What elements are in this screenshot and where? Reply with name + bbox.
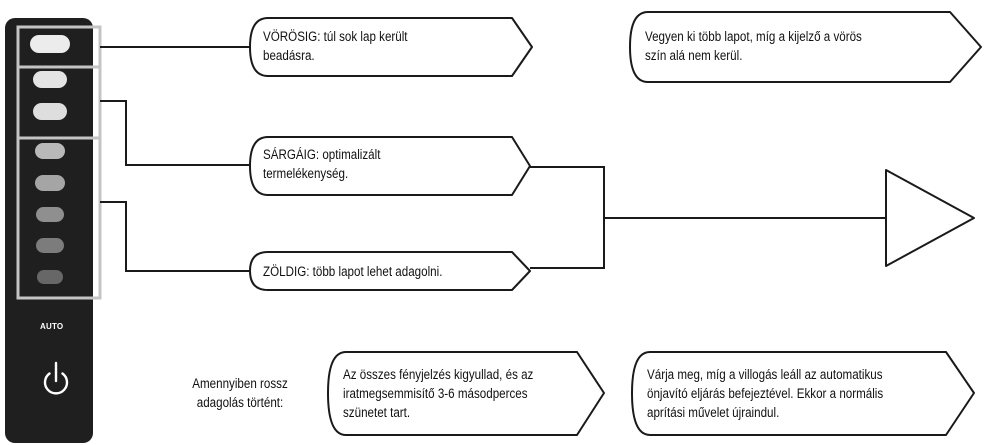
- led-light-4: [35, 143, 65, 159]
- red-action-line: szín alá nem kerül.: [645, 48, 743, 63]
- misfeed-action-line: aprítási művelet újraindul.: [647, 405, 780, 420]
- red-state-text: [263, 27, 408, 65]
- yellow-state-text: [263, 145, 380, 183]
- misfeed-label-line: adagolás történt:: [196, 395, 284, 410]
- continue-arrow-icon: [886, 170, 974, 266]
- misfeed-label: [187, 374, 294, 412]
- led-light-2: [33, 71, 67, 88]
- connector-yellow: [100, 101, 250, 165]
- green-state-line: ZÖLDIG: több lapot lehet adagolni.: [263, 264, 443, 279]
- misfeed-label-line: Amennyiben rossz: [192, 376, 288, 391]
- red-state-line: beadásra.: [263, 48, 315, 63]
- misfeed-action-line: önjavító eljárás befejeztével. Ekkor a normális: [647, 386, 884, 401]
- misfeed-effect-line: Az összes fényjelzés kigyullad, és az: [343, 367, 534, 382]
- red-state-line: VÖRÖSIG: túl sok lap került: [263, 29, 408, 44]
- misfeed-action-text: [647, 365, 883, 422]
- misfeed-effect-text: [343, 365, 533, 422]
- yellow-state-line: termelékenység.: [263, 166, 349, 181]
- misfeed-action-line: Várja meg, míg a villogás leáll az automatikus: [647, 367, 883, 382]
- red-action-line: Vegyen ki több lapot, míg a kijelző a vörös: [645, 29, 862, 44]
- red-action-text: [645, 27, 862, 65]
- led-light-8: [37, 270, 63, 284]
- green-state-text: [263, 262, 442, 281]
- join-line-bottom: [530, 218, 604, 268]
- auto-label: AUTO: [40, 322, 64, 331]
- misfeed-effect-line: szünetet tart.: [343, 405, 411, 420]
- connector-green: [100, 202, 250, 271]
- led-light-1: [30, 35, 70, 53]
- led-light-5: [35, 175, 65, 191]
- led-light-6: [36, 207, 64, 222]
- yellow-state-line: SÁRGÁIG: optimalizált: [263, 147, 381, 162]
- join-line-top: [530, 167, 604, 218]
- led-light-3: [33, 103, 67, 120]
- misfeed-effect-line: iratmegsemmisítő 3-6 másodperces: [343, 386, 528, 401]
- led-light-7: [36, 238, 64, 253]
